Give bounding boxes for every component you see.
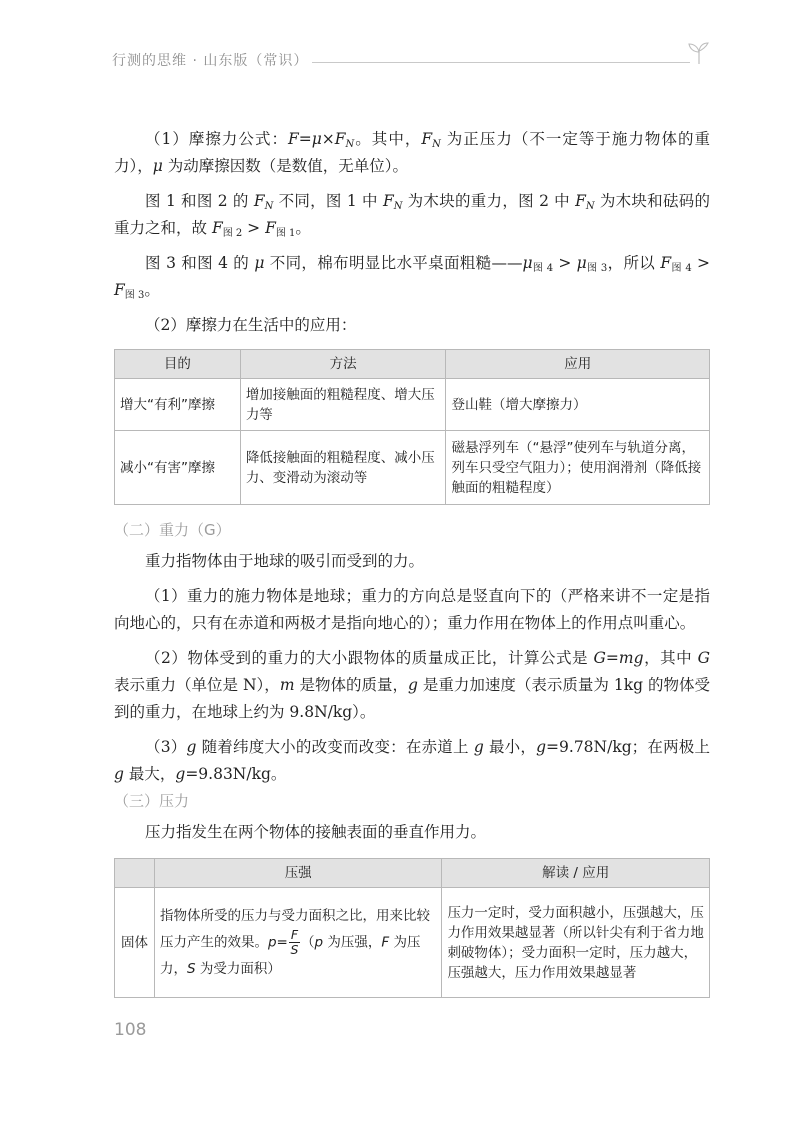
gravity-point-2: （2）物体受到的重力的大小跟物体的质量成正比，计算公式是 G=mg，其中 G 表示重力（单位是 N），m 是物体的质量，g 是重力加速度（表示质量为 1kg 的物体受到的重力，在地球上约为 9.8N/kg）。 bbox=[114, 649, 710, 721]
table-header-cell: 方法 bbox=[240, 350, 446, 379]
table-header-row bbox=[115, 350, 710, 379]
pressure-formula-fraction: $\frac{F}{S}$ bbox=[290, 927, 299, 957]
pressure-definition-cell: 指物体所受的压力与受力面积之比，用来比较压力产生的效果。p= $\frac{F}{S}$ （p 为压强，F 为压力，S 为受力面积） bbox=[154, 888, 441, 998]
pressure-section-heading: （三）压力 bbox=[114, 792, 190, 810]
friction-fig12-paragraph: 图 1 和图 2 的 $F_N$ 不同，图 1 中 $F_N$ 为木块的重力，图 2 中 $F_N$ 为木块和砝码的重力之和，故 $F_{图 2} > F_{图 1}$。 bbox=[114, 192, 711, 239]
friction-fig34-paragraph: 图 3 和图 4 的 μ 不同，棉布明显比水平桌面粗糙$——\mu_{图 4} > \mu_{图 3}$，所以 $F_{图 4} > F_{图 3}$。 bbox=[114, 254, 711, 301]
gravity-point-3: （3）g 随着纬度大小的改变而改变：在赤道上 g 最小，g=9.78N/kg；在两极上 g 最大，g=9.83N/kg。 bbox=[114, 738, 710, 783]
table-row bbox=[115, 888, 710, 998]
gravity-definition: 重力指物体由于地球的吸引而受到的力。 bbox=[145, 552, 425, 570]
pressure-definition: 压力指发生在两个物体的接触表面的垂直作用力。 bbox=[145, 823, 487, 841]
gravity-point-1: （1）重力的施力物体是地球；重力的方向总是竖直向下的（严格来讲不一定是指向地心的，只有在赤道和两极才是指向地心的）；重力作用在物体上的作用点叫重心。 bbox=[114, 587, 710, 632]
table-cell: 登山鞋（增大摩擦力） bbox=[446, 379, 710, 431]
table-header-cell: 应用 bbox=[446, 350, 710, 379]
page-number: 108 bbox=[114, 1020, 147, 1040]
pressure-application-cell: 压力一定时，受力面积越小，压强越大，压力作用效果越显著（所以针尖有利于省力地刺破物体）；受力面积一定时，压力越大，压强越大，压力作用效果越显著 bbox=[442, 888, 710, 998]
friction-application-table bbox=[114, 349, 710, 505]
table-header-cell: 解读 / 应用 bbox=[442, 859, 710, 888]
table-header-cell bbox=[115, 859, 155, 888]
table-header-row bbox=[115, 859, 710, 888]
pressure-table bbox=[114, 858, 710, 998]
table-cell: 减小“有害”摩擦 bbox=[115, 431, 241, 505]
running-header-title: 行测的思维 · 山东版（常识） bbox=[112, 53, 309, 69]
friction-application-intro: （2）摩擦力在生活中的应用： bbox=[145, 316, 357, 334]
page-content bbox=[114, 126, 710, 998]
table-row bbox=[115, 431, 710, 505]
table-cell: 增大“有利”摩擦 bbox=[115, 379, 241, 431]
sprout-leaf-icon bbox=[686, 40, 712, 66]
table-header-cell: 目的 bbox=[115, 350, 241, 379]
running-header bbox=[112, 50, 712, 74]
table-row bbox=[115, 379, 710, 431]
table-row-label: 固体 bbox=[115, 888, 155, 998]
gravity-section-heading: （二）重力（G） bbox=[114, 521, 231, 539]
table-cell: 磁悬浮列车（“悬浮”使列车与轨道分离，列车只受空气阻力）；使用润滑剂（降低接触面的粗糙程度） bbox=[446, 431, 710, 505]
friction-formula-paragraph: （1）摩擦力公式：$F=\mu\times F_N$。其中，$F_N$ 为正压力（不一定等于施力物体的重力），μ 为动摩擦因数（是数值，无单位）。 bbox=[114, 130, 710, 175]
table-cell: 增加接触面的粗糙程度、增大压力等 bbox=[240, 379, 446, 431]
table-header-cell: 压强 bbox=[154, 859, 441, 888]
table-cell: 降低接触面的粗糙程度、减小压力、变滑动为滚动等 bbox=[240, 431, 446, 505]
header-rule bbox=[312, 62, 690, 63]
